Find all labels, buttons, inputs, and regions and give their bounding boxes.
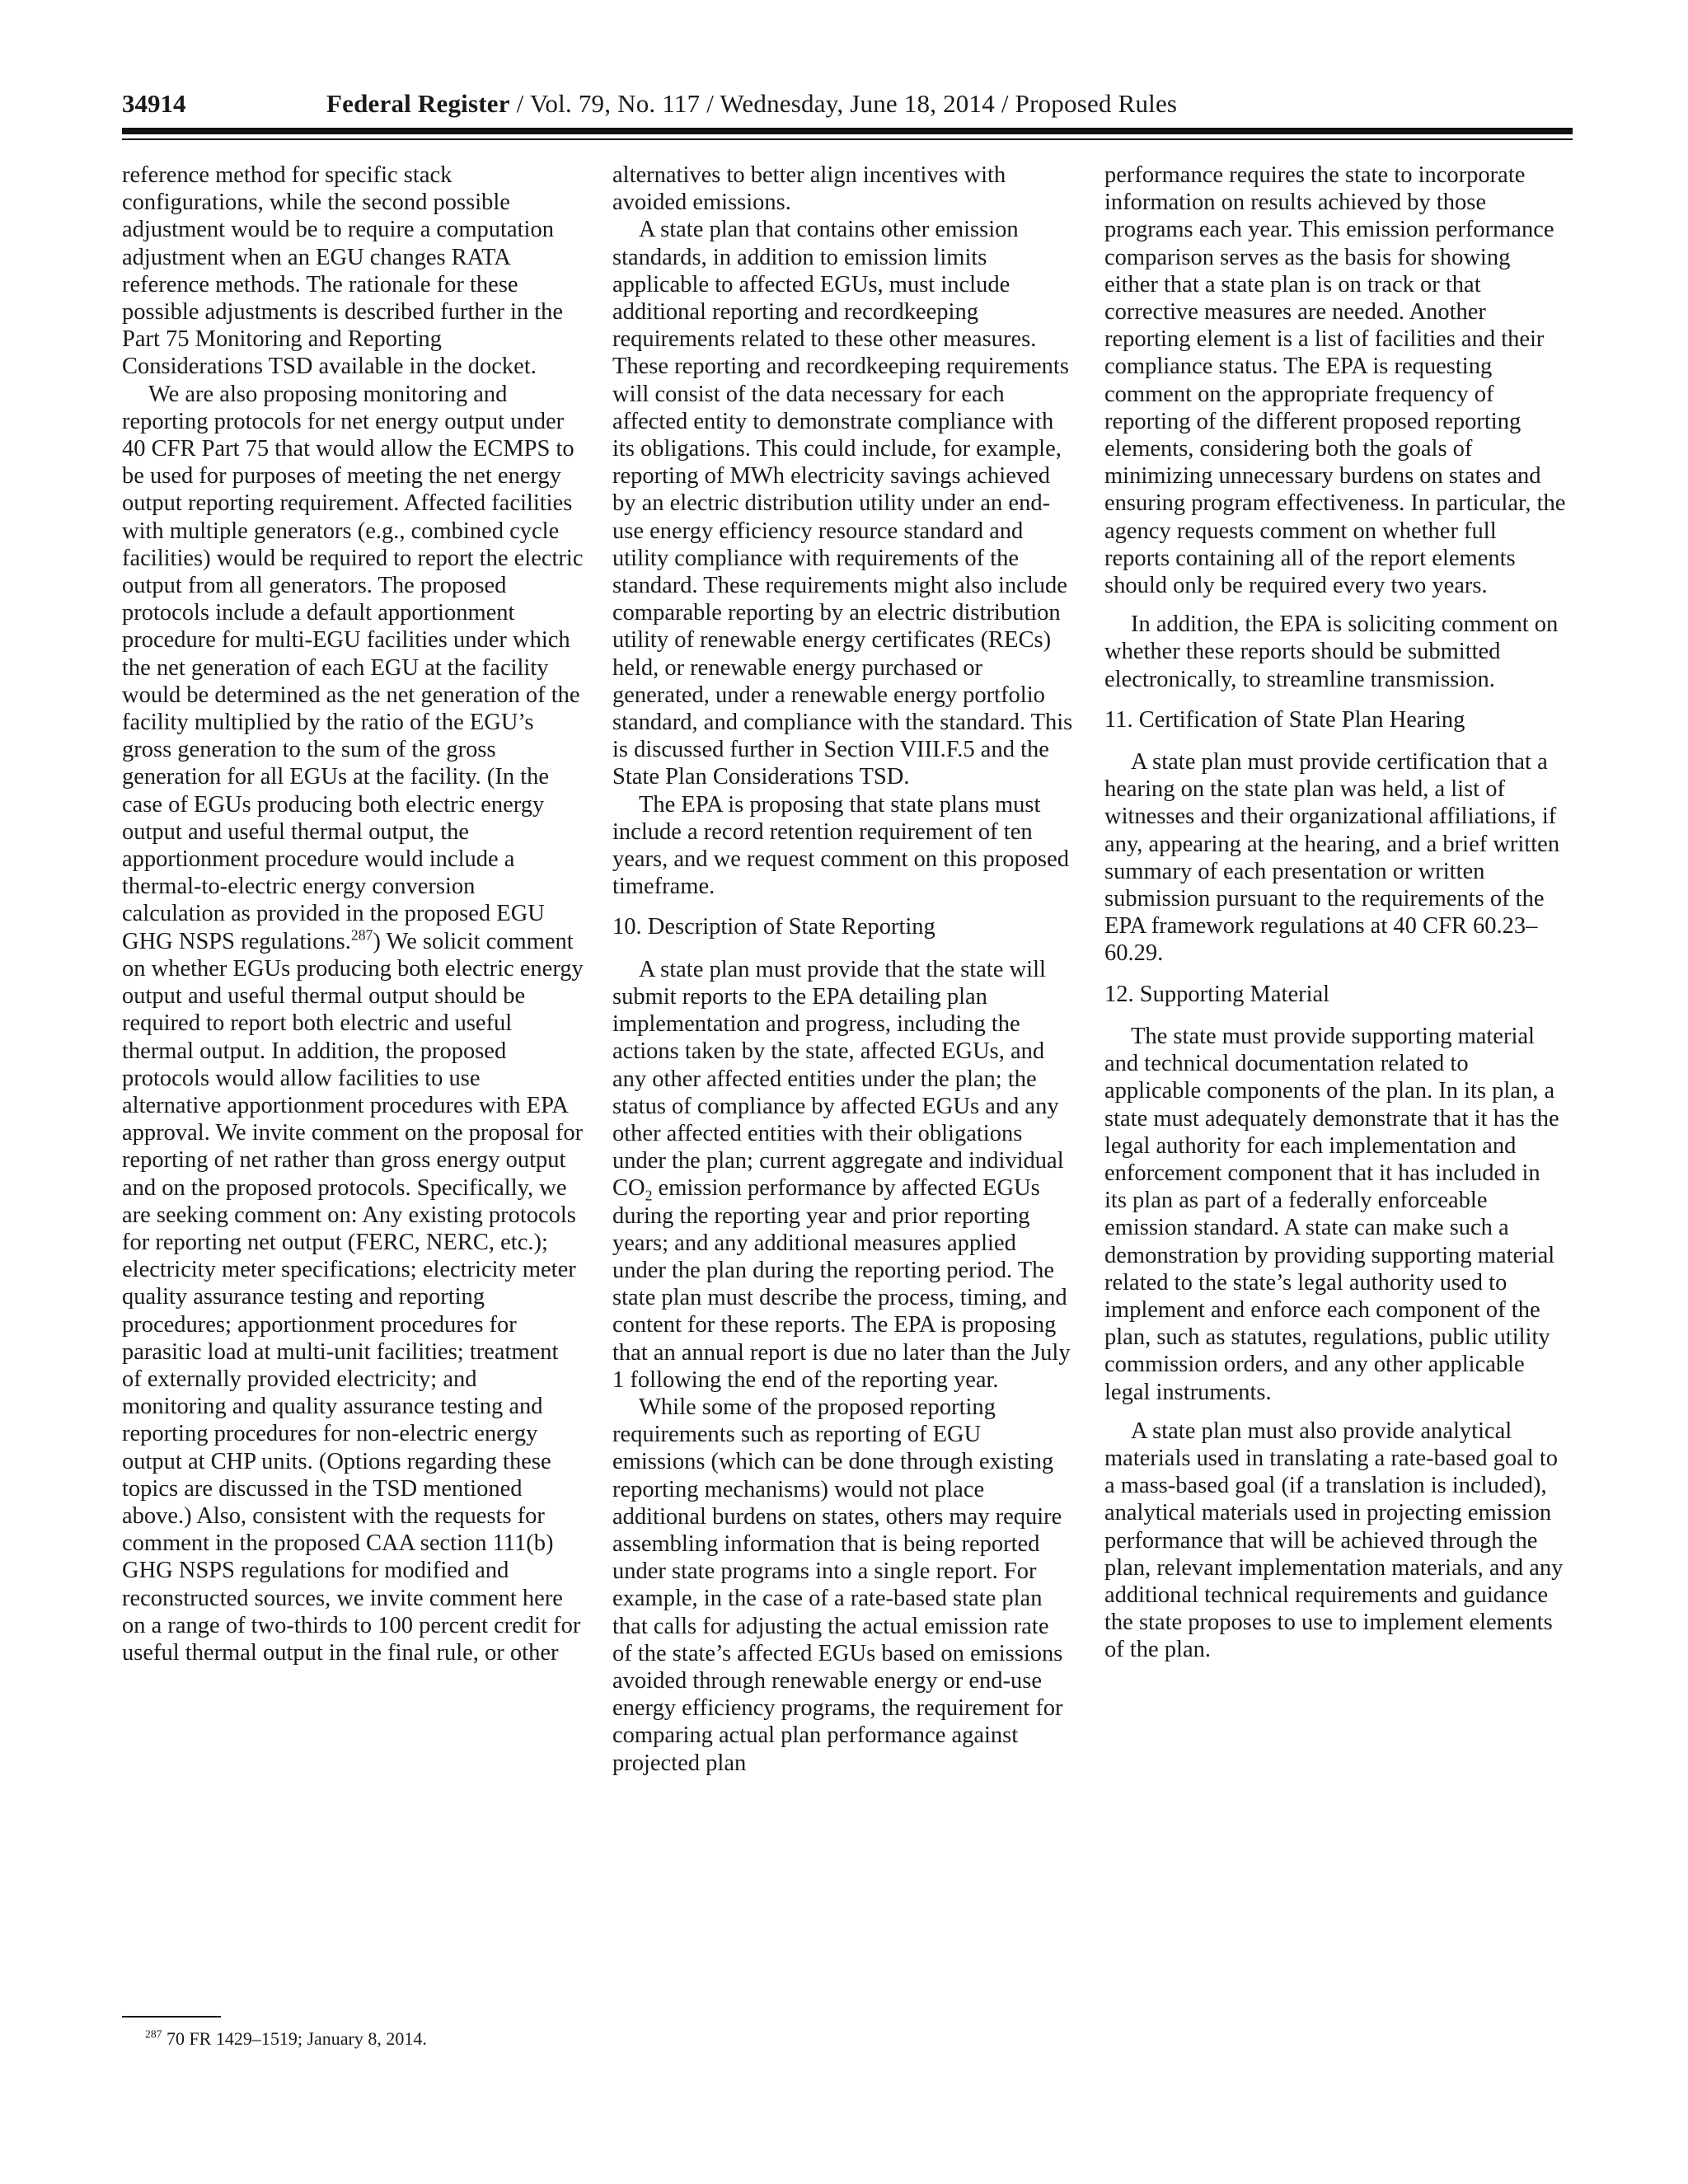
page-header: [122, 87, 1573, 120]
paragraph-text: We are also proposing monitoring and reporting protocols for net energy output under 40 CFR Part 75 that would allow the ECMPS to be used for purposes of meeting the net energy output reporting requirement. Affected facilities with multiple generators (e.g., combined cycle facilities) would be required to report the electric output from all generators. The proposed protocols include a default apportionment procedure for multi-EGU facilities under which the net generation of each EGU at the facility would be determined as the net generation of the facility multiplied by the ratio of the EGU’s gross generation to the sum of the gross generation for all EGUs at the facility. (In the case of EGUs producing both electric energy output and useful thermal output, the apportionment procedure would include a thermal-to-electric energy conversion calculation as provided in the proposed EGU GHG NSPS regulations.: [122, 381, 584, 954]
paragraph-text: emission performance by affected EGUs during the reporting year and prior reporting years; and any additional measures applied under the plan during the reporting period. The state plan must describe the process, timing, and content for these reports. The EPA is proposing that an annual report is due no later than the July 1 following the end of the reporting year.: [612, 1175, 1071, 1393]
column-2: [612, 162, 1074, 1777]
footnote-number: 287: [145, 2027, 162, 2041]
paragraph: A state plan must also provide analytical materials used in translating a rate-based goal to a mass-based goal (if a translation is included), analytical materials used in projecting emission performance that will be achieved through the plan, relevant implementation materials, and any additional technical requirements and guidance the state proposes to use to implement elements of the plan.: [1104, 1418, 1564, 1663]
paragraph: While some of the proposed reporting requirements such as reporting of EGU emissions (which can be done through existing reporting mechanisms) would not place additional burdens on states, others may require assembling information that is being reported under state programs into a single report. For example, in the case of a rate-based state plan that calls for adjusting the actual emission rate of the state’s affected EGUs based on emissions avoided through renewable energy or end-use energy efficiency programs, the requirement for comparing actual plan performance against projected plan: [612, 1394, 1063, 1776]
section-heading: 12. Supporting Material: [1104, 981, 1330, 1007]
page-number: 34914: [122, 89, 186, 118]
footnote-text: 70 FR 1429–1519; January 8, 2014.: [162, 2028, 427, 2049]
publication-name: Federal Register: [326, 89, 510, 118]
footnote-ref[interactable]: 287: [350, 926, 373, 944]
paragraph: A state plan that contains other emission standards, in addition to emission limits applicable to affected EGUs, must include additional reporting and recordkeeping requirements related to these other measures. These reporting and recordkeeping requirements will consist of the data necessary for each affected entity to demonstrate compliance with its obligations. This could include, for example, reporting of MWh electricity savings achieved by an electric distribution utility under an end-use energy efficiency resource standard and utility compliance with requirements of the standard. These requirements might also include comparable reporting by an electric distribution utility of renewable energy certificates (RECs) held, or renewable energy purchased or generated, under a renewable energy portfolio standard, and compliance with the standard. This is discussed further in Section VIII.F.5 and the State Plan Considerations TSD.: [612, 217, 1073, 790]
paragraph-text: A state plan must provide that the state will submit reports to the EPA detailing plan implementation and progress, including the actions taken by the state, affected EGUs, and any other affected entities under the plan; the status of compliance by affected EGUs and any other affected entities with their obligations under the plan; current aggregate and individual CO: [612, 956, 1064, 1202]
paragraph: The state must provide supporting material and technical documentation related to applicable components of the plan. In its plan, a state must adequately demonstrate that it has the legal authority for each implementation and enforcement component that it has included in its plan as part of a federally enforceable emission standard. A state can make such a demonstration by providing supporting material related to the state’s legal authority used to implement and enforce each component of the plan, such as statutes, regulations, public utility commission orders, and any other applicable legal instruments.: [1104, 1023, 1559, 1405]
column-1: [122, 162, 584, 1666]
section-heading: 10. Description of State Reporting: [612, 914, 935, 940]
paragraph: A state plan must provide certification that a hearing on the state plan was held, a list of witnesses and their organizational affiliations, if any, appearing at the hearing, and a brief written summary of each presentation or written submission pursuant to the requirements of the EPA framework regulations at 40 CFR 60.23–60.29.: [1104, 749, 1560, 967]
paragraph: alternatives to better align incentives with avoided emissions.: [612, 162, 1006, 216]
paragraph: reference method for specific stack configurations, while the second possible adjustment would be to require a computation adjustment when an EGU changes RATA reference methods. The rationale for these possible adjustments is described further in the Part 75 Monitoring and Reporting Considerations TSD available in the docket.: [122, 162, 564, 380]
header-rule-thick: [122, 128, 1573, 134]
header-rule-thin: [122, 138, 1573, 140]
column-3: [1104, 162, 1566, 1664]
section-heading: 11. Certification of State Plan Hearing: [1104, 706, 1465, 733]
subscript: 2: [645, 1188, 653, 1204]
paragraph: performance requires the state to incorporate information on results achieved by those programs each year. This emission performance comparison serves as the basis for showing either that a state plan is on track or that corrective measures are needed. Another reporting element is a list of facilities and their compliance status. The EPA is requesting comment on the appropriate frequency of reporting of the different proposed reporting elements, considering both the goals of minimizing unnecessary burdens on states and ensuring program effectiveness. In particular, the agency requests comment on whether full reports containing all of the report elements should only be required every two years.: [1104, 162, 1566, 599]
paragraph: [122, 381, 584, 1667]
footnote-rule: [122, 2016, 221, 2018]
issue-info: / Vol. 79, No. 117 / Wednesday, June 18, 2014 / Proposed Rules: [509, 89, 1178, 118]
paragraph: [612, 956, 1074, 1394]
running-head: [326, 87, 1177, 120]
paragraph: In addition, the EPA is soliciting comment on whether these reports should be submitted electronically, to streamline transmission.: [1104, 612, 1559, 692]
paragraph: The EPA is proposing that state plans must include a record retention requirement of ten years, and we request comment on this proposed timeframe.: [612, 791, 1070, 900]
paragraph-text: ) We solicit comment on whether EGUs producing both electric energy output and useful thermal output should be required to report both electric and useful thermal output. In addition, the proposed protocols would allow facilities to use alternative apportionment procedures with EPA approval. We invite comment on the proposal for reporting of net rather than gross energy output and on the proposed protocols. Specifically, we are seeking comment on: Any existing protocols for reporting net output (FERC, NERC, etc.); electricity meter specifications; electricity meter quality assurance testing and reporting procedures; apportionment procedures for parasitic load at multi-unit facilities; treatment of externally provided electricity; and monitoring and quality assurance testing and reporting procedures for non-electric energy output at CHP units. (Options regarding these topics are discussed in the TSD mentioned above.) Also, consistent with the requests for comment in the proposed CAA section 111(b) GHG NSPS regulations for modified and reconstructed sources, we invite comment here on a range of two-thirds to 100 percent credit for useful thermal output in the final rule, or other: [122, 928, 584, 1666]
footnote: [145, 2027, 574, 2050]
